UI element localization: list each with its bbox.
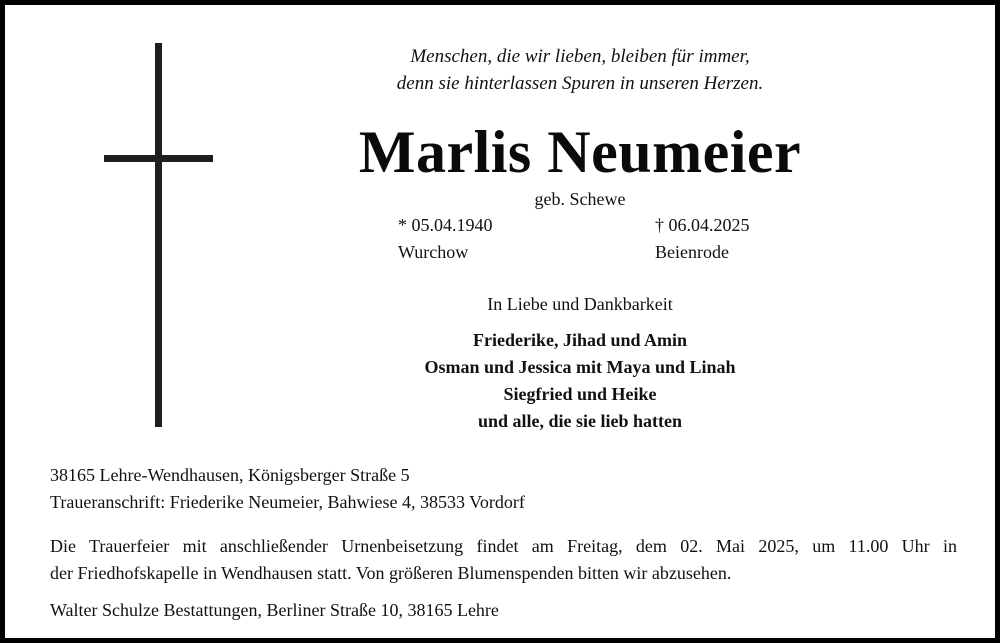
notice-line: Die Trauerfeier mit anschließender Urnenbeisetzung findet am Freitag, dem 02. Mai 2025, um 11.00 Uhr in xyxy=(50,536,957,556)
birth-date: * 05.04.1940 xyxy=(398,215,493,235)
cross-icon-bar xyxy=(104,155,213,162)
mourner-line: und alle, die sie lieb hatten xyxy=(477,411,683,431)
notice-line: der Friedhofskapelle in Wendhausen statt. Von größeren Blumenspenden bitten wir abzusehen. xyxy=(50,563,732,583)
motto-line: Menschen, die wir lieben, bleiben für immer, xyxy=(410,46,750,67)
birth-place: Wurchow xyxy=(398,242,469,262)
mourner-line: Friederike, Jihad und Amin xyxy=(472,330,688,350)
motto xyxy=(350,43,810,97)
mourning-address: Traueranschrift: Friederike Neumeier, Bahwiese 4, 38533 Vordorf xyxy=(50,492,525,512)
cross-icon xyxy=(155,43,162,427)
motto-line: denn sie hinterlassen Spuren in unseren Herzen. xyxy=(396,73,764,94)
death-date: † 06.04.2025 xyxy=(655,215,750,235)
maiden-name: geb. Schewe xyxy=(534,189,626,209)
death-place: Beienrode xyxy=(655,242,729,262)
mourners-list xyxy=(350,327,810,435)
deceased-name: Marlis Neumeier xyxy=(358,119,802,185)
home-address: 38165 Lehre-Wendhausen, Königsberger Straße 5 xyxy=(50,465,410,485)
funeral-home: Walter Schulze Bestattungen, Berliner Straße 10, 38165 Lehre xyxy=(50,600,499,620)
mourner-line: Osman und Jessica mit Maya und Linah xyxy=(424,357,736,377)
address-block xyxy=(50,462,957,516)
service-notice xyxy=(50,533,957,587)
mourner-line: Siegfried und Heike xyxy=(503,384,657,404)
mourners-intro: In Liebe und Dankbarkeit xyxy=(487,294,673,314)
